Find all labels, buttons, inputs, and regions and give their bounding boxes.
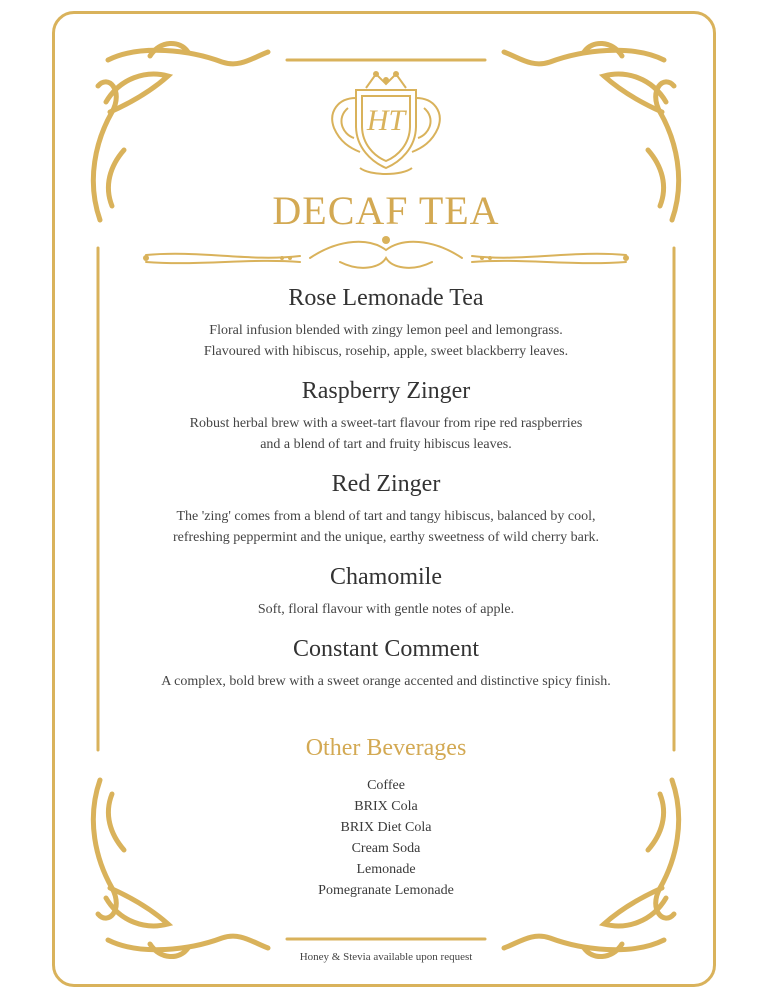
item-name: Raspberry Zinger bbox=[301, 378, 471, 404]
menu-item bbox=[100, 633, 672, 692]
tea-menu-list bbox=[100, 282, 672, 705]
other-beverages-heading: Other Beverages bbox=[305, 735, 467, 761]
item-description bbox=[100, 671, 672, 692]
item-name: Chamomile bbox=[330, 564, 442, 590]
item-description-line: A complex, bold brew with a sweet orange accented and distinctive spicy finish. bbox=[161, 674, 611, 689]
title-ornament-divider bbox=[146, 242, 626, 268]
menu-item bbox=[100, 282, 672, 362]
menu-item bbox=[100, 468, 672, 548]
list-item: Lemonade bbox=[356, 862, 416, 877]
item-description-line: and a blend of tart and fruity hibiscus leaves. bbox=[260, 437, 512, 452]
menu-item bbox=[100, 561, 672, 620]
list-item: BRIX Cola bbox=[354, 799, 418, 814]
footnote: Honey & Stevia available upon request bbox=[299, 951, 473, 963]
item-description-line: Floral infusion blended with zingy lemon peel and lemongrass. bbox=[209, 323, 563, 338]
crest-emblem-icon bbox=[320, 68, 452, 180]
item-description bbox=[100, 413, 672, 455]
list-item: Cream Soda bbox=[351, 841, 421, 856]
item-description-line: Robust herbal brew with a sweet-tart flavour from ripe red raspberries bbox=[189, 416, 583, 431]
crest-monogram: HT bbox=[366, 104, 406, 137]
item-name: Rose Lemonade Tea bbox=[288, 285, 484, 311]
item-description bbox=[100, 320, 672, 362]
list-item: BRIX Diet Cola bbox=[340, 820, 432, 835]
item-name: Red Zinger bbox=[331, 471, 441, 497]
item-description-line: Soft, floral flavour with gentle notes of apple. bbox=[257, 602, 515, 617]
list-item: Pomegranate Lemonade bbox=[318, 883, 454, 898]
page-title: DECAF TEA bbox=[272, 188, 500, 233]
item-description-line: The 'zing' comes from a blend of tart and tangy hibiscus, balanced by cool, bbox=[176, 509, 596, 524]
item-name: Constant Comment bbox=[293, 636, 479, 662]
item-description-line: Flavoured with hibiscus, rosehip, apple, sweet blackberry leaves. bbox=[203, 344, 569, 359]
item-description-line: refreshing peppermint and the unique, earthy sweetness of wild cherry bark. bbox=[172, 530, 600, 545]
item-description bbox=[100, 599, 672, 620]
other-beverages-list bbox=[0, 775, 772, 901]
item-description bbox=[100, 506, 672, 548]
menu-item bbox=[100, 375, 672, 455]
list-item: Coffee bbox=[367, 778, 405, 793]
